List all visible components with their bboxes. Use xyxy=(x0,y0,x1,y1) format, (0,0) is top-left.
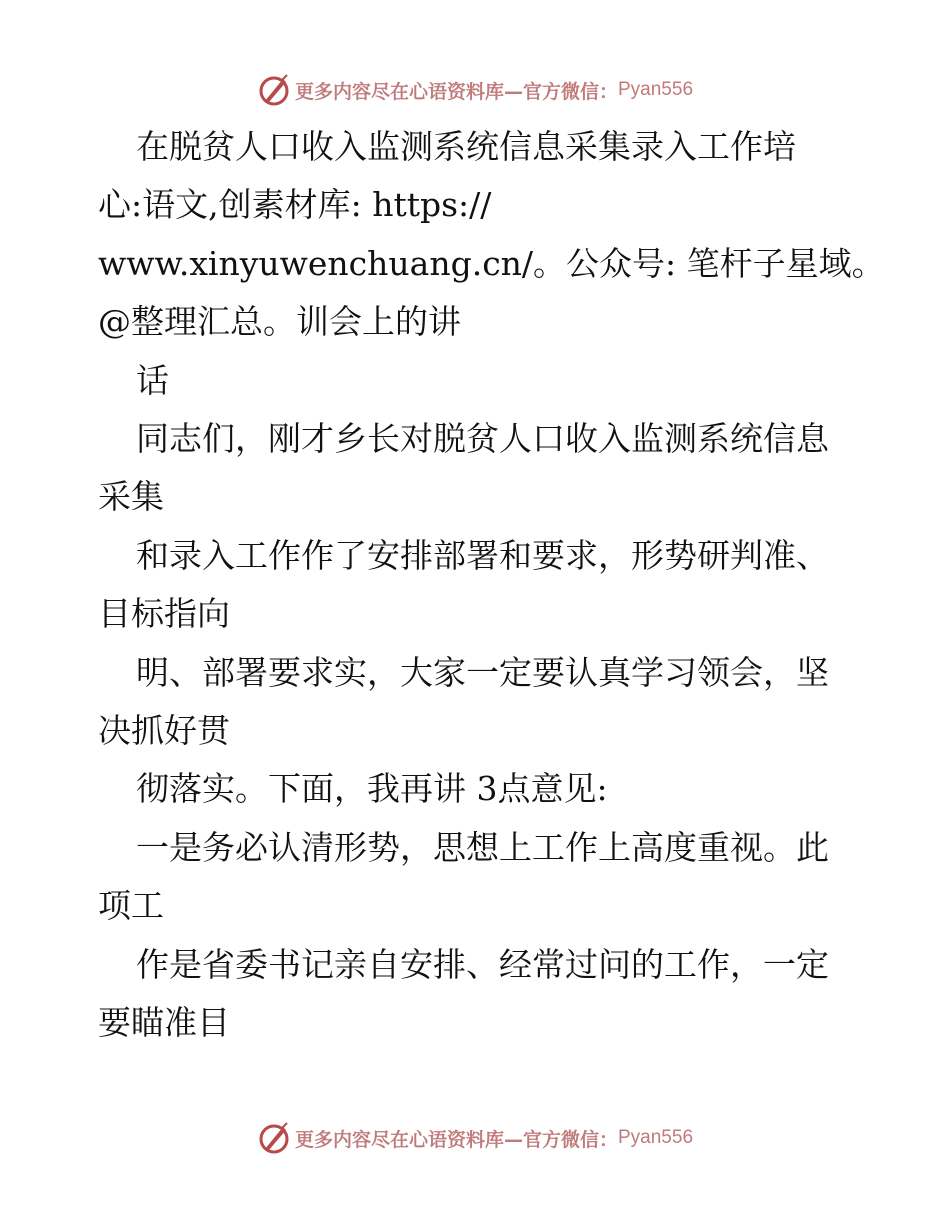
footer-brand-text: 更多内容尽在心语资料库—官方微信： xyxy=(294,1128,618,1151)
body-line: @整理汇总。训会上的讲 xyxy=(98,302,461,342)
body-line: 要瞄准目 xyxy=(98,1003,230,1043)
body-line: 作是省委书记亲自安排、经常过问的工作，一定 xyxy=(136,944,829,984)
footer-wechat-id: Pyan556 xyxy=(618,1127,694,1148)
body-line: 明、部署要求实，大家一定要认真学习领会，坚 xyxy=(136,652,829,692)
body-line: 目标指向 xyxy=(98,594,230,634)
quill-logo-icon xyxy=(257,1121,291,1155)
body-line: 采集 xyxy=(98,477,164,517)
body-line: 决抓好贯 xyxy=(98,711,230,751)
body-line: 和录入工作作了安排部署和要求，形势研判准、 xyxy=(136,535,829,575)
body-line: 同志们，刚才乡长对脱贫人口收入监测系统信息 xyxy=(136,419,829,459)
body-line: 一是务必认清形势，思想上工作上高度重视。此 xyxy=(136,827,829,867)
body-line: 话 xyxy=(136,360,169,400)
header-wechat-id: Pyan556 xyxy=(618,79,694,100)
body-line: 项工 xyxy=(98,886,164,926)
header-banner xyxy=(0,70,950,110)
body-line: www.xinyuwenchuang.cn/。公众号: 笔杆子星域。 xyxy=(98,243,885,283)
quill-logo-icon xyxy=(257,73,291,107)
footer-banner xyxy=(0,1118,950,1158)
body-line: 心:语文,创素材库: https:// xyxy=(98,185,492,225)
body-line: 在脱贫人口收入监测系统信息采集录入工作培 xyxy=(136,127,796,166)
document-body xyxy=(98,118,898,1053)
body-line: 彻落实。下面，我再讲 3点意见: xyxy=(136,769,608,809)
header-brand-text: 更多内容尽在心语资料库—官方微信： xyxy=(294,80,618,103)
